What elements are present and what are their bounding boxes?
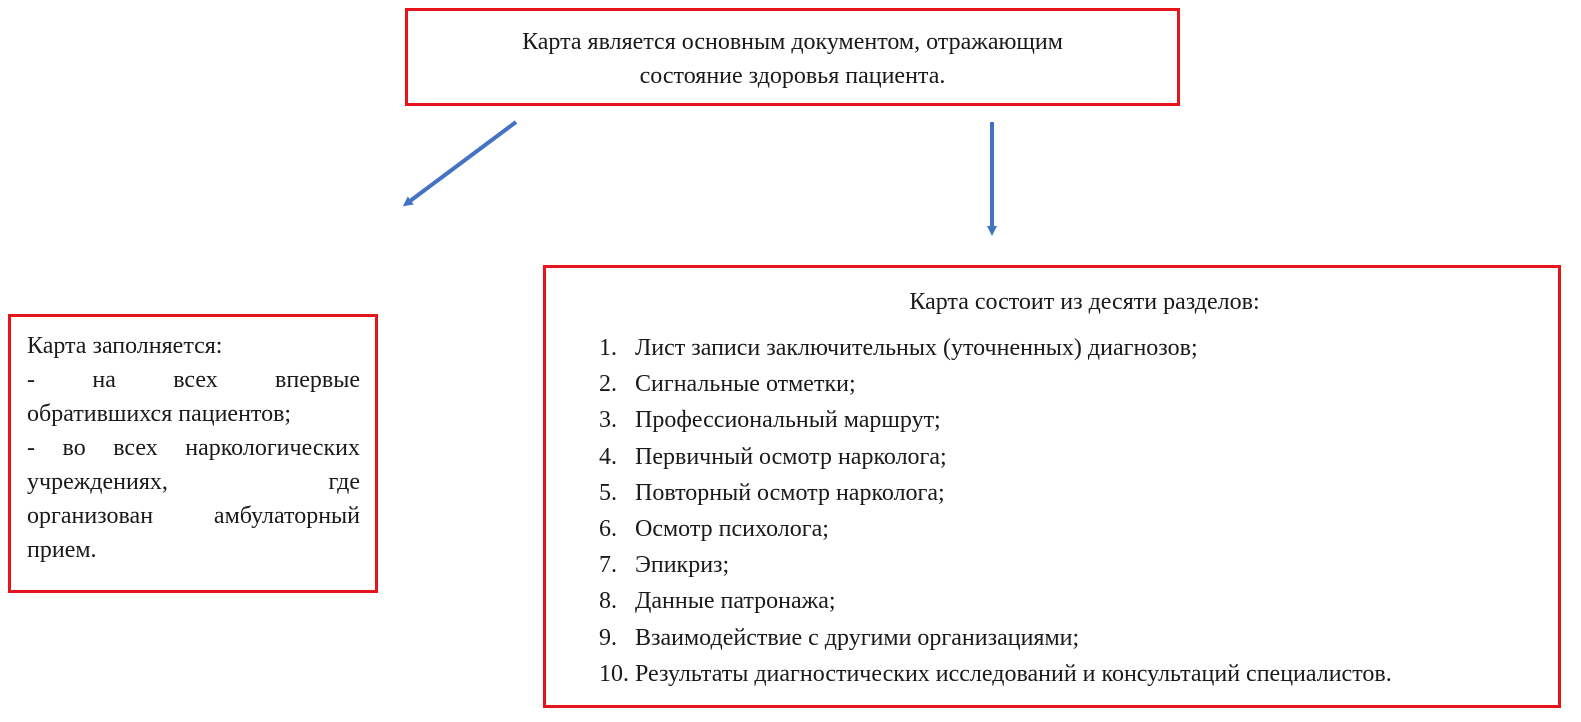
left-box-line-3: - во всех наркологических (27, 435, 360, 461)
list-item (599, 621, 1392, 657)
sections-list (599, 331, 1392, 693)
arrow-to-left-box (406, 122, 516, 204)
list-item (599, 331, 1392, 367)
top-box-line-1: Карта является основным документом, отражающим (522, 29, 1063, 55)
left-box-line-1: - на всех впервые (27, 367, 360, 393)
list-item (599, 548, 1392, 584)
list-item-text: Осмотр психолога; (635, 515, 829, 542)
list-item (599, 512, 1392, 548)
list-item-text: Повторный осмотр нарколога; (635, 479, 945, 506)
left-box-title: Карта заполняется: (27, 333, 223, 359)
list-item (599, 403, 1392, 439)
list-item-number: 9. (599, 624, 617, 651)
right-box (543, 265, 1561, 708)
list-item-text: Эпикриз; (635, 552, 730, 579)
list-item-text: Первичный осмотр нарколога; (635, 443, 947, 470)
list-item-number: 3. (599, 407, 617, 434)
list-item-text: Взаимодействие с другими организациями; (635, 624, 1080, 651)
left-box-line-6: прием. (27, 537, 97, 563)
list-item-text: Результаты диагностических исследований и консультаций специалистов. (635, 660, 1392, 687)
left-box-line-4: учреждениях, где (27, 469, 360, 495)
list-item-text: Профессиональный маршрут; (635, 407, 941, 434)
list-item (599, 657, 1392, 693)
list-item-number: 1. (599, 335, 617, 361)
top-box-line-2: состояние здоровья пациента. (639, 63, 946, 89)
list-item-number: 7. (599, 552, 617, 579)
list-item-number: 10. (599, 660, 629, 687)
list-item (599, 584, 1392, 620)
right-box-title: Карта состоит из десяти разделов: (909, 289, 1260, 315)
left-box (8, 314, 378, 593)
list-item (599, 476, 1392, 512)
list-item (599, 367, 1392, 403)
list-item-number: 6. (599, 515, 617, 542)
list-item-number: 8. (599, 588, 617, 615)
list-item-text: Лист записи заключительных (уточненных) диагнозов; (635, 335, 1198, 361)
list-item-number: 4. (599, 443, 617, 470)
left-box-line-2: обратившихся пациентов; (27, 401, 292, 427)
list-item-number: 2. (599, 371, 617, 398)
list-item (599, 440, 1392, 476)
list-item-text: Сигнальные отметки; (635, 371, 856, 398)
list-item-number: 5. (599, 479, 617, 506)
top-box (405, 8, 1180, 106)
list-item-text: Данные патронажа; (635, 588, 836, 615)
left-box-line-5: организован амбулаторный (27, 503, 360, 529)
